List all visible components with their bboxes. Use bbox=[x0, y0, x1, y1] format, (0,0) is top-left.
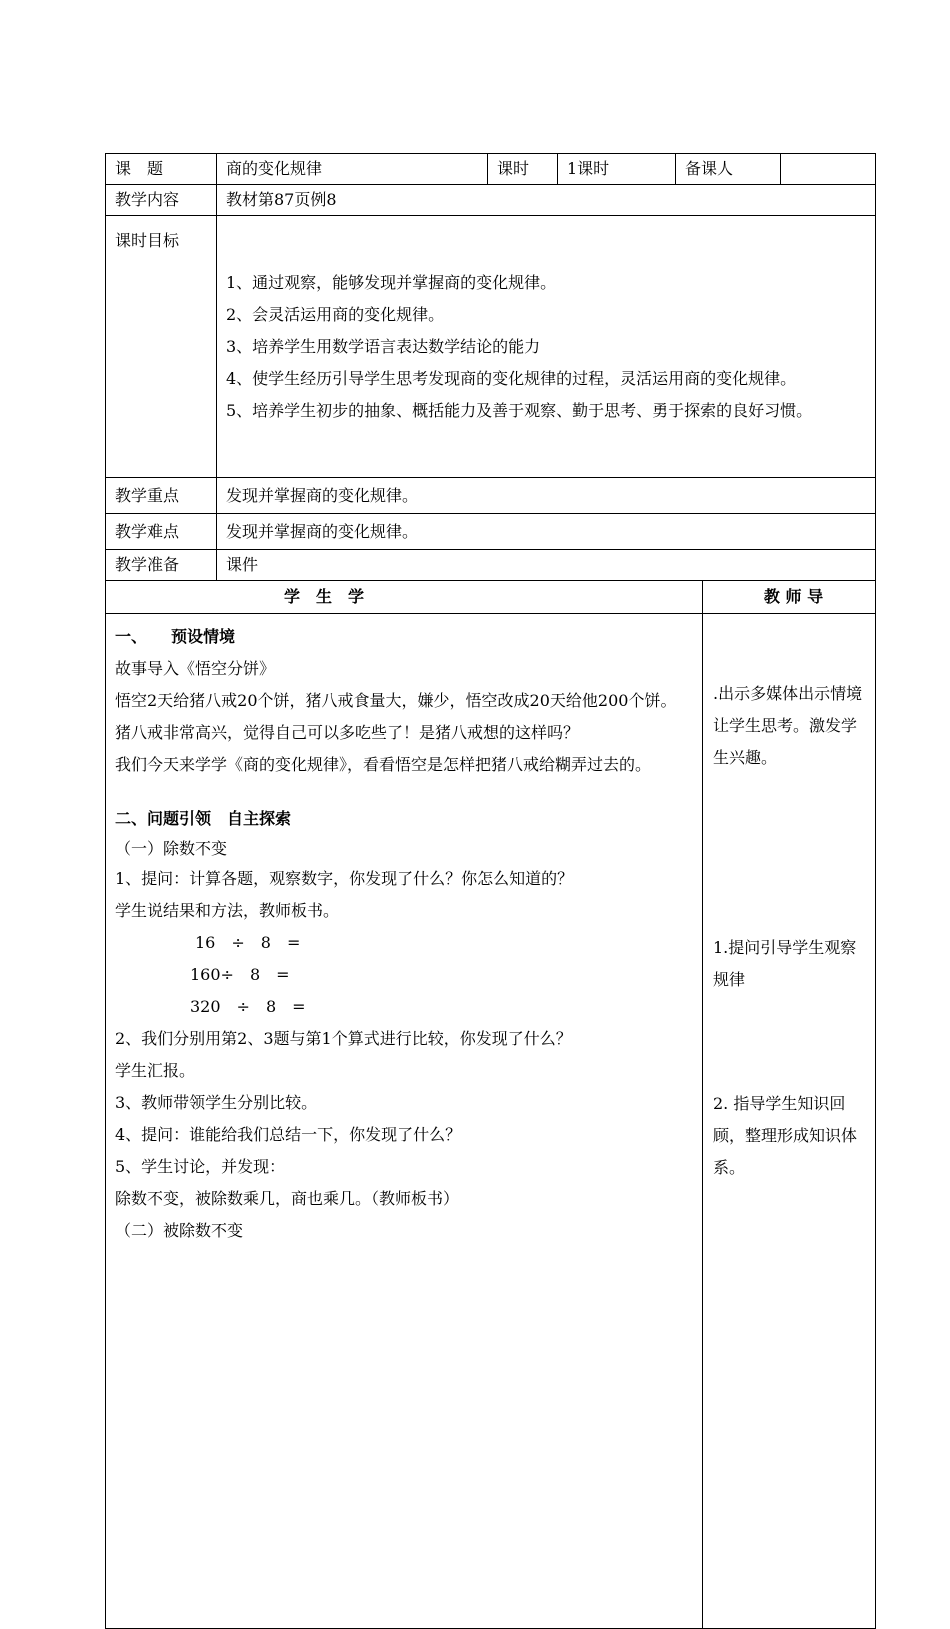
topic-label: 课 题 bbox=[106, 154, 217, 185]
rule-statement: 除数不变，被除数乘几，商也乘几。（教师板书） bbox=[115, 1189, 460, 1208]
section-1-title: 一、 预设情境 bbox=[115, 627, 236, 646]
question-1: 1、提问：计算各题，观察数字，你发现了什么？你怎么知道的？ bbox=[115, 869, 574, 888]
goals-label: 课时目标 bbox=[106, 216, 217, 478]
key-point-row bbox=[106, 478, 876, 514]
preparation-label: 教学准备 bbox=[106, 550, 217, 581]
subsection-divisor-fixed: （一）除数不变 bbox=[115, 839, 228, 858]
question-3: 3、教师带领学生分别比较。 bbox=[115, 1093, 318, 1112]
story-intro: 故事导入《悟空分饼》 bbox=[115, 659, 276, 678]
equation-3: 320 ÷ 8 = bbox=[190, 997, 306, 1016]
equation-2: 160÷ 8 = bbox=[190, 965, 290, 984]
hours-value: 1课时 bbox=[558, 154, 676, 185]
teacher-note-1: .出示多媒体出示情境让学生思考。激发学生兴趣。 bbox=[713, 684, 863, 767]
header-row bbox=[106, 154, 876, 185]
content-value: 教材第87页例8 bbox=[217, 185, 876, 216]
student-column-header: 学 生 学 bbox=[106, 581, 703, 614]
difficulty-row bbox=[106, 514, 876, 550]
question-2-note: 学生汇报。 bbox=[115, 1061, 196, 1080]
goals-list bbox=[217, 216, 876, 478]
story-question: 我们今天来学学《商的变化规律》，看看悟空是怎样把猪八戒给糊弄过去的。 bbox=[115, 755, 652, 774]
goal-item: 5、培养学生初步的抽象、概括能力及善于观察、勤于思考、勇于探索的良好习惯。 bbox=[226, 400, 813, 420]
key-point-label: 教学重点 bbox=[106, 478, 217, 514]
preparation-value: 课件 bbox=[217, 550, 876, 581]
goal-item: 1、通过观察，能够发现并掌握商的变化规律。 bbox=[226, 272, 557, 292]
equation-1: 16 ÷ 8 = bbox=[195, 933, 301, 952]
goals-row bbox=[106, 216, 876, 478]
student-column bbox=[106, 614, 703, 1629]
columns-header-row bbox=[106, 581, 876, 614]
preparer-value bbox=[781, 154, 876, 185]
question-4: 4、提问：谁能给我们总结一下，你发现了什么？ bbox=[115, 1125, 462, 1144]
teacher-column-header: 教 师 导 bbox=[703, 581, 876, 614]
question-5: 5、学生讨论，并发现： bbox=[115, 1157, 286, 1176]
subsection-dividend-fixed: （二）被除数不变 bbox=[115, 1221, 244, 1240]
content-label: 教学内容 bbox=[106, 185, 217, 216]
difficulty-value: 发现并掌握商的变化规律。 bbox=[217, 514, 876, 550]
section-2-title: 二、问题引领 自主探索 bbox=[115, 809, 292, 828]
teacher-note-3: 2. 指导学生知识回顾，整理形成知识体系。 bbox=[713, 1094, 858, 1177]
content-row bbox=[106, 185, 876, 216]
body-row bbox=[106, 614, 876, 1629]
goal-item: 4、使学生经历引导学生思考发现商的变化规律的过程，灵活运用商的变化规律。 bbox=[226, 368, 797, 388]
difficulty-label: 教学难点 bbox=[106, 514, 217, 550]
hours-label: 课时 bbox=[488, 154, 558, 185]
question-1-note: 学生说结果和方法，教师板书。 bbox=[115, 901, 340, 920]
goal-item: 3、培养学生用数学语言表达数学结论的能力 bbox=[226, 336, 541, 356]
question-2: 2、我们分别用第2、3题与第1个算式进行比较，你发现了什么？ bbox=[115, 1029, 572, 1048]
teacher-column bbox=[703, 614, 876, 1629]
preparation-row bbox=[106, 550, 876, 581]
lesson-plan-table bbox=[105, 153, 876, 1629]
goal-item: 2、会灵活运用商的变化规律。 bbox=[226, 304, 445, 324]
key-point-value: 发现并掌握商的变化规律。 bbox=[217, 478, 876, 514]
story-text: 悟空2天给猪八戒20个饼，猪八戒食量大，嫌少，悟空改成20天给他200个饼。猪八戒非常高兴，觉得自己可以多吃些了！是猪八戒想的这样吗？ bbox=[115, 691, 677, 742]
teacher-note-2: 1.提问引导学生观察规律 bbox=[713, 938, 857, 989]
preparer-label: 备课人 bbox=[676, 154, 781, 185]
topic-value: 商的变化规律 bbox=[217, 154, 488, 185]
